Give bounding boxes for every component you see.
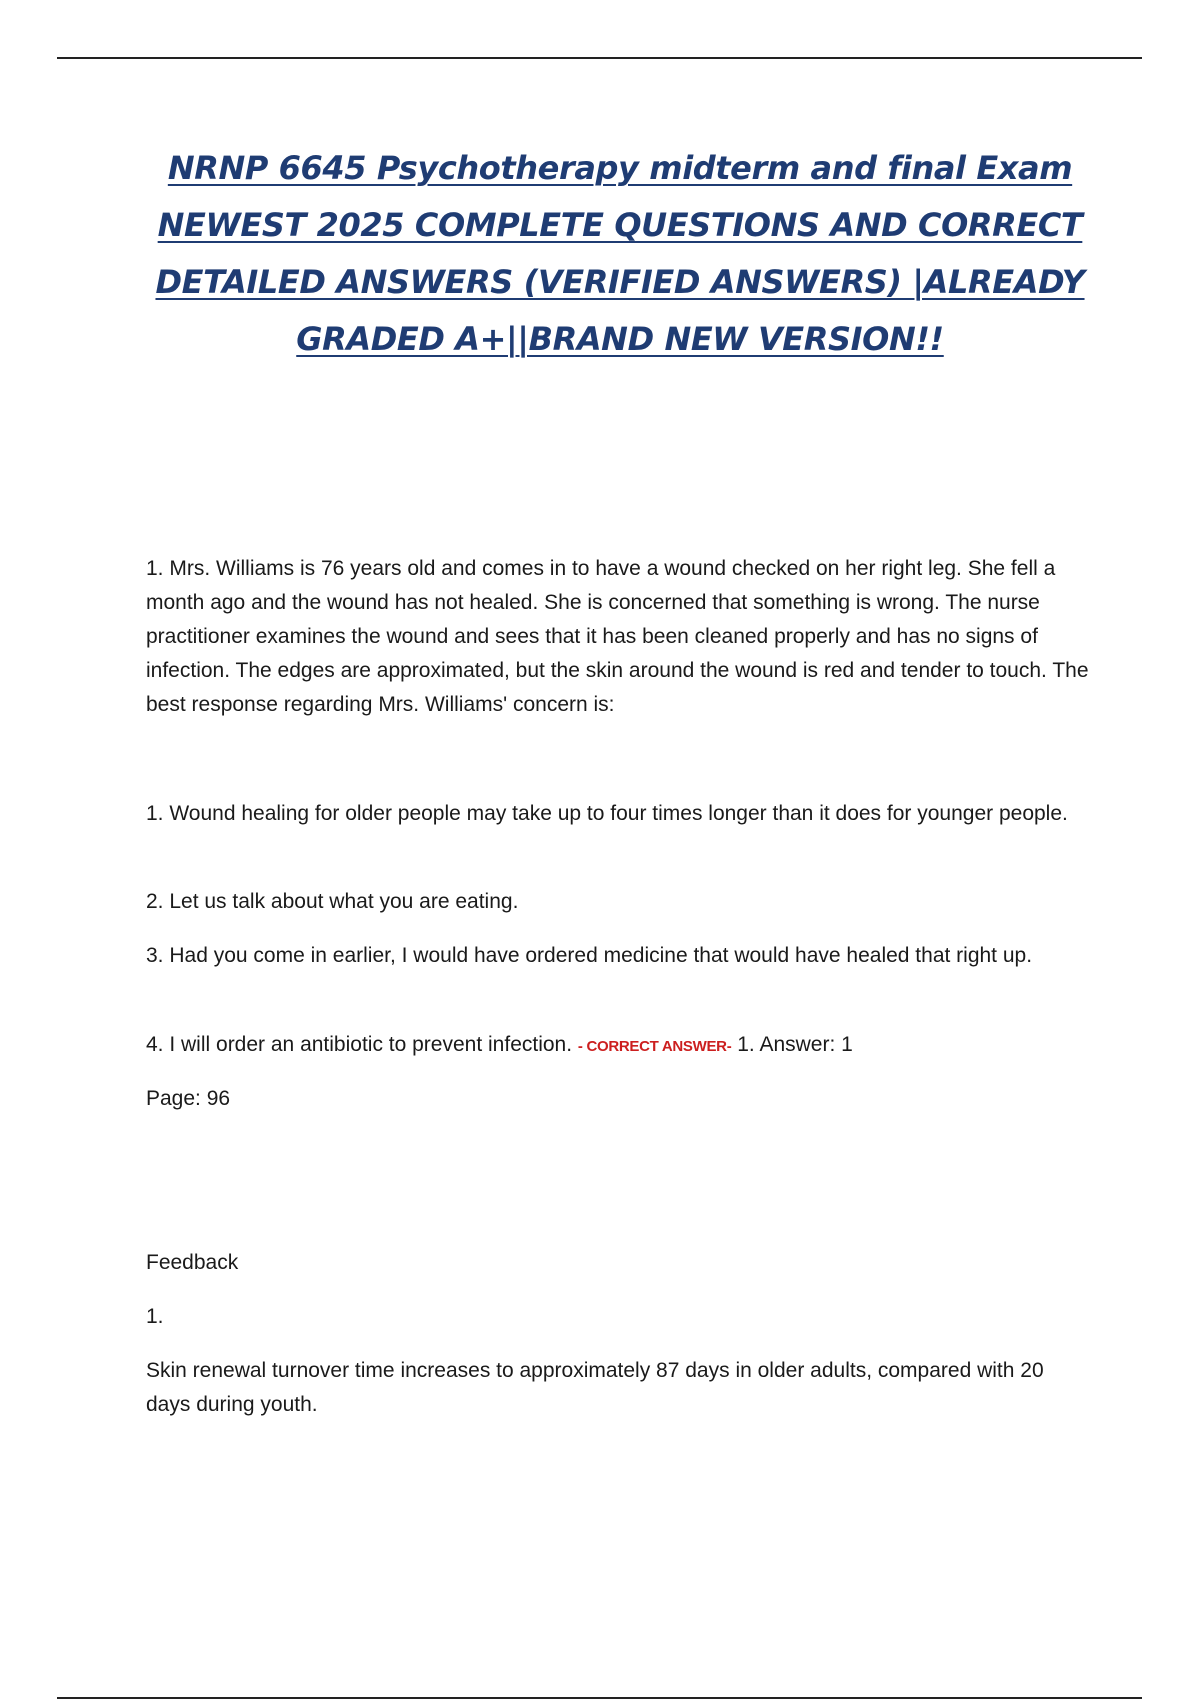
answer-option-3: 3. Had you come in earlier, I would have ordered medicine that would have healed that right up. xyxy=(146,944,1033,967)
feedback-text: Skin renewal turnover time increases to approximately 87 days in older adults, compared with 20 days during youth. xyxy=(146,1359,1044,1416)
answer-option-2: 2. Let us talk about what you are eating. xyxy=(146,890,519,913)
feedback-label: Feedback xyxy=(146,1251,239,1274)
top-rule xyxy=(57,57,1142,59)
answer-option-1: 1. Wound healing for older people may take up to four times longer than it does for younger people. xyxy=(146,802,1068,825)
answer-text: 1. Answer: 1 xyxy=(737,1033,853,1056)
title-line: DETAILED ANSWERS (VERIFIED ANSWERS) |ALREADY xyxy=(155,263,1085,301)
answer-option-4-text: 4. I will order an antibiotic to prevent infection. xyxy=(146,1033,573,1056)
document-title xyxy=(130,140,1110,368)
question-stem: 1. Mrs. Williams is 76 years old and comes in to have a wound checked on her right leg. She fell a month ago and the wound has not healed. She is concerned that something is wrong. The nurse practitioner examines the wound and sees that it has been cleaned properly and has no signs of infection. The edges are approximated, but the skin around the wound is red and tender to touch. The best response regarding Mrs. Williams' concern is: xyxy=(146,557,1089,716)
page-reference: Page: 96 xyxy=(146,1087,231,1110)
bottom-rule xyxy=(57,1697,1142,1699)
title-line: NRNP 6645 Psychotherapy midterm and final Exam xyxy=(167,149,1073,187)
answer-option-4 xyxy=(146,1028,1091,1064)
title-line: NEWEST 2025 COMPLETE QUESTIONS AND CORRECT xyxy=(157,206,1083,244)
title-line: GRADED A+||BRAND NEW VERSION!! xyxy=(296,320,944,358)
feedback-number: 1. xyxy=(146,1305,164,1328)
correct-answer-tag: - CORRECT ANSWER- xyxy=(577,1038,732,1055)
